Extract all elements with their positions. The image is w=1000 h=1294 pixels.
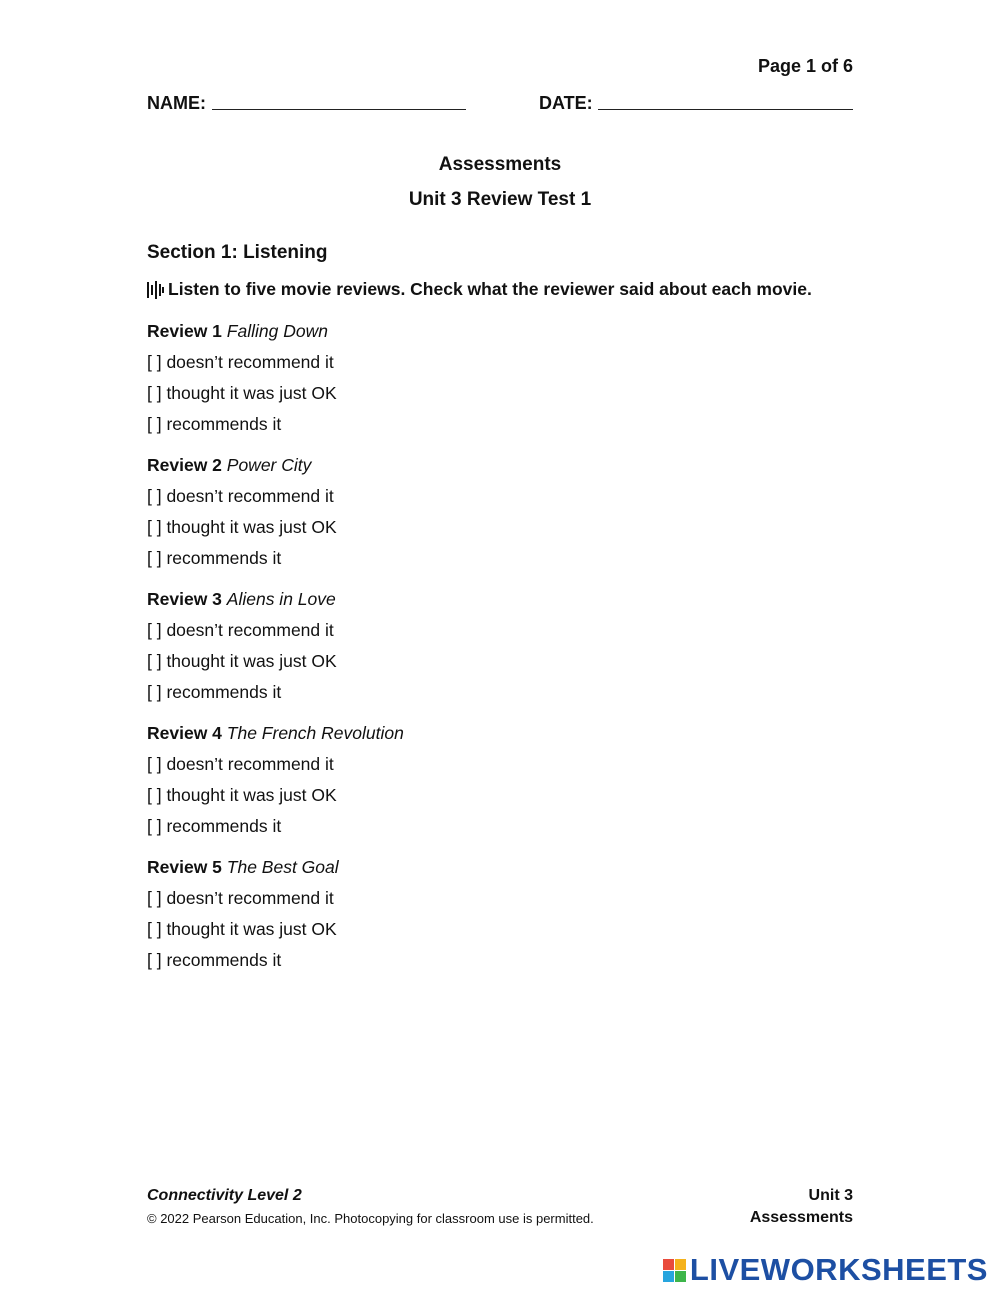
- audio-waveform-icon[interactable]: [147, 281, 164, 299]
- option-just-ok[interactable]: [ ] thought it was just OK: [147, 383, 337, 403]
- option-recommends[interactable]: [ ] recommends it: [147, 816, 282, 836]
- review-label: Review 1: [147, 321, 222, 341]
- movie-title: Falling Down: [226, 321, 328, 341]
- movie-title: The French Revolution: [226, 723, 404, 743]
- option-doesnt-recommend[interactable]: [ ] doesn’t recommend it: [147, 486, 334, 506]
- option-doesnt-recommend[interactable]: [ ] doesn’t recommend it: [147, 754, 334, 774]
- movie-title: Aliens in Love: [226, 589, 336, 609]
- logo-block: [675, 1271, 686, 1282]
- logo-block: [663, 1259, 674, 1270]
- logo-blocks-icon: [663, 1259, 686, 1282]
- option-just-ok[interactable]: [ ] thought it was just OK: [147, 517, 337, 537]
- review-list: [147, 320, 847, 990]
- option-recommends[interactable]: [ ] recommends it: [147, 682, 282, 702]
- footer-copyright: © 2022 Pearson Education, Inc. Photocopying for classroom use is permitted.: [147, 1211, 594, 1226]
- name-field[interactable]: [212, 109, 466, 110]
- document-subtitle: Unit 3 Review Test 1: [408, 189, 592, 210]
- review-1: [147, 320, 847, 444]
- instruction-text: Listen to five movie reviews. Check what the reviewer said about each movie.: [168, 279, 812, 299]
- movie-title: Power City: [226, 455, 312, 475]
- option-doesnt-recommend[interactable]: [ ] doesn’t recommend it: [147, 888, 334, 908]
- review-heading: [147, 856, 847, 887]
- review-3: [147, 588, 847, 712]
- review-heading: [147, 454, 847, 485]
- page-number: Page 1 of 6: [757, 56, 853, 76]
- logo-block: [675, 1259, 686, 1270]
- footer-category: Assessments: [749, 1209, 853, 1226]
- section-title: Section 1: Listening: [147, 242, 328, 263]
- option-recommends[interactable]: [ ] recommends it: [147, 414, 282, 434]
- review-5: [147, 856, 847, 980]
- date-field[interactable]: [598, 109, 853, 110]
- footer-unit: Unit 3: [808, 1187, 853, 1204]
- footer-course: Connectivity Level 2: [147, 1187, 302, 1204]
- review-heading: [147, 588, 847, 619]
- option-just-ok[interactable]: [ ] thought it was just OK: [147, 651, 337, 671]
- brand-name: LIVEWORKSHEETS: [689, 1252, 988, 1287]
- movie-title: The Best Goal: [226, 857, 339, 877]
- review-label: Review 2: [147, 455, 222, 475]
- option-doesnt-recommend[interactable]: [ ] doesn’t recommend it: [147, 620, 334, 640]
- option-recommends[interactable]: [ ] recommends it: [147, 950, 282, 970]
- option-doesnt-recommend[interactable]: [ ] doesn’t recommend it: [147, 352, 334, 372]
- review-label: Review 4: [147, 723, 222, 743]
- name-label: NAME:: [147, 93, 206, 113]
- logo-block: [663, 1271, 674, 1282]
- review-heading: [147, 320, 847, 351]
- review-label: Review 3: [147, 589, 222, 609]
- option-just-ok[interactable]: [ ] thought it was just OK: [147, 785, 337, 805]
- option-recommends[interactable]: [ ] recommends it: [147, 548, 282, 568]
- date-label: DATE:: [539, 93, 593, 113]
- review-heading: [147, 722, 847, 753]
- document-title: Assessments: [438, 154, 562, 175]
- liveworksheets-logo[interactable]: [663, 1252, 988, 1288]
- instruction: [147, 279, 812, 300]
- option-just-ok[interactable]: [ ] thought it was just OK: [147, 919, 337, 939]
- review-2: [147, 454, 847, 578]
- review-label: Review 5: [147, 857, 222, 877]
- review-4: [147, 722, 847, 846]
